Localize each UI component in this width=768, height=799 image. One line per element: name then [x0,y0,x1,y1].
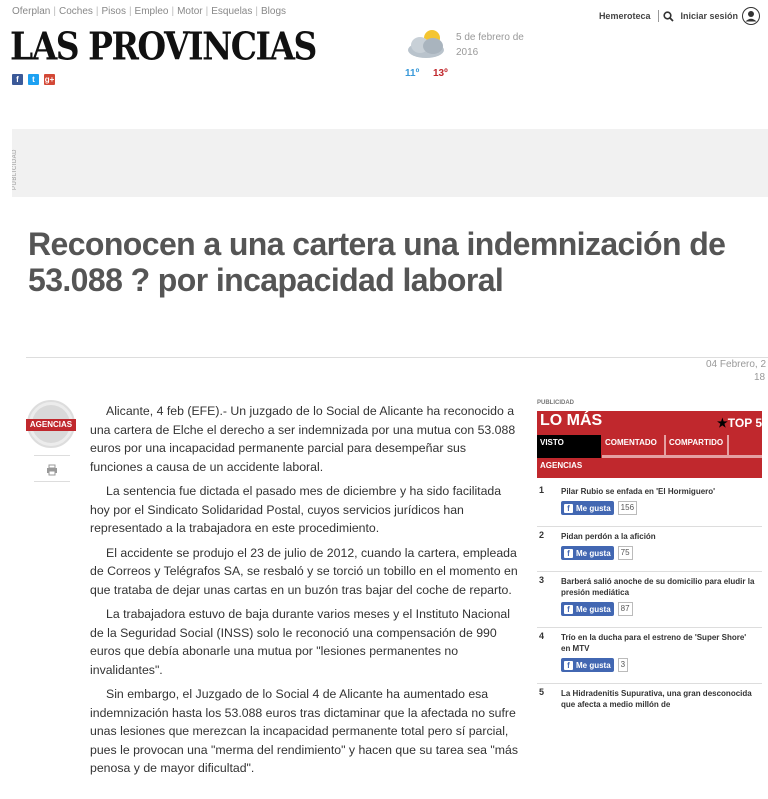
ad-banner [12,129,768,197]
nav-link-pisos[interactable]: Pisos [101,6,126,17]
like-count: 75 [618,546,633,560]
site-logo[interactable]: LAS PROVINCIAS [10,24,316,69]
facebook-icon: f [564,504,573,513]
like-count: 3 [618,658,628,672]
ranking-item[interactable] [537,628,762,684]
nav-separator: | [95,6,99,17]
star-icon: ★ [716,416,728,430]
temp-min: 11º [405,68,420,79]
widget-tabs [537,435,762,478]
article-paragraph: La trabajadora estuvo de baja durante varios meses y el Instituto Nacional de la Seguridad Social (INSS) solo le reconoció una compensación de 990 euros que debía abonarle una mutua por "lesiones permanentes no invalidantes". [90,607,510,677]
account-bar [599,7,760,25]
nav-separator: | [205,6,209,17]
tab-comentado[interactable]: COMENTADO [605,438,657,447]
tab-divider [664,435,666,455]
weather-date: 5 de febrero de 2016 [456,32,524,58]
like-label: Me gusta [576,548,611,558]
like-count: 156 [618,501,637,515]
tab-agencias[interactable]: AGENCIAS [540,461,583,470]
ranking-item[interactable] [537,572,762,628]
ad-label: PUBLICIDAD [12,149,18,191]
article-body [90,402,520,784]
print-icon[interactable] [46,464,58,476]
rank-number: 5 [539,687,545,697]
nav-link-empleo[interactable]: Empleo [134,6,169,17]
author-badge: AGENCIAS [26,419,76,431]
facebook-icon: f [564,605,573,614]
facebook-icon: f [564,549,573,558]
nav-separator: | [128,6,132,17]
search-icon[interactable] [663,11,674,22]
article-paragraph: El accidente se produjo el 23 de julio de 2012, cuando la cartera, empleada de Correos y Telégrafos SA, se resbaló y se torció un tobillo en el momento en que trataba de dejar unas cartas en un buzón tras bajar del coche de reparto. [90,545,518,597]
article-paragraph: Alicante, 4 feb (EFE).- Un juzgado de lo Social de Alicante ha reconocido a una cartera de Elche el derecho a ser indemnizada por una mutua con 53.088 euros por una incapacidad permanente parcial para desempeñar sus funciones a causa de un accidente laboral. [90,404,516,474]
ranking-list [537,482,762,724]
googleplus-icon[interactable]: g+ [44,75,55,84]
rank-number: 3 [539,575,545,585]
temp-max: 13º [433,68,448,79]
widget-title: LO MÁS [540,412,603,429]
tab-divider [602,455,762,458]
ranking-item[interactable] [537,482,762,527]
article-time: 18 [754,372,766,383]
top-label: TOP 5 [727,416,762,430]
article-paragraph: La sentencia fue dictada el pasado mes de diciembre y ha sido facilitada hoy por el Sindicato Solidaridad Postal, cuyos servicios jurídicos han representado a la trabajadora en este procedimiento. [90,484,502,535]
most-popular-widget [537,411,762,478]
rank-title[interactable]: Pidan perdón a la afición [561,532,656,541]
tab-divider [727,435,729,455]
like-button[interactable] [561,658,614,672]
ranking-item[interactable] [537,684,762,724]
like-button[interactable] [561,602,614,616]
article-date: 04 Febrero, 2 [706,359,767,370]
nav-link-oferplan[interactable]: Oferplan [12,6,51,17]
top5-label [717,416,762,430]
twitter-icon[interactable]: t [28,74,39,85]
like-count: 87 [618,602,633,616]
like-widget [561,658,628,672]
nav-link-blogs[interactable]: Blogs [260,6,286,17]
nav-separator: | [171,6,175,17]
hemeroteca-link[interactable]: Hemeroteca [598,11,651,21]
social-links [12,74,55,85]
login-link[interactable]: Iniciar sesión [680,11,738,21]
rank-number: 1 [539,485,545,495]
sidebar-ad-label: PUBLICIDAD [537,400,574,406]
tab-compartido[interactable]: COMPARTIDO [669,438,724,447]
rank-number: 2 [539,530,545,540]
like-label: Me gusta [576,503,611,513]
top-nav [12,6,286,17]
nav-link-coches[interactable]: Coches [58,6,93,17]
rank-title[interactable]: La Hidradenitis Supurativa, una gran desconocida que afecta a medio millón de [561,689,752,709]
like-widget [561,546,633,560]
ranking-item[interactable] [537,527,762,572]
like-button[interactable] [561,501,614,515]
partly-cloudy-icon [404,26,450,62]
nav-link-motor[interactable]: Motor [177,6,203,17]
divider [34,455,70,456]
like-widget [561,602,633,616]
rank-title[interactable]: Barberá salió anoche de su domicilio para eludir la presión mediática [561,577,755,597]
divider [658,10,659,22]
rank-title[interactable]: Pilar Rubio se enfada en 'El Hormiguero' [561,487,716,496]
like-widget [561,501,637,515]
divider [26,357,768,358]
like-button[interactable] [561,546,614,560]
nav-link-esquelas[interactable]: Esquelas [211,6,253,17]
rank-number: 4 [539,631,545,641]
like-label: Me gusta [576,604,611,614]
nav-separator: | [255,6,258,17]
tab-visto[interactable]: VISTO [537,435,601,458]
nav-separator: | [53,6,56,17]
facebook-icon[interactable]: f [12,74,23,85]
facebook-icon: f [564,661,573,670]
article-paragraph: Sin embargo, el Juzgado de lo Social 4 de Alicante ha aumentado esa indemnización hasta los 53.088 euros tras dictaminar que la afectada no sufre unas lesiones que merezcan la incapacidad permanente total pero sí parcial, pues le provocan una "merma del rendimiento" y hacen que su tarea sea "más penosa y de mayor dificultad". [90,687,519,775]
article-headline: Reconocen a una cartera una indemnización de 53.088 ? por incapacidad laboral [28,226,726,298]
like-label: Me gusta [576,660,611,670]
rank-title[interactable]: Trío en la ducha para el estreno de 'Super Shore' en MTV [561,633,747,653]
divider [34,481,70,482]
user-icon[interactable] [742,7,760,25]
